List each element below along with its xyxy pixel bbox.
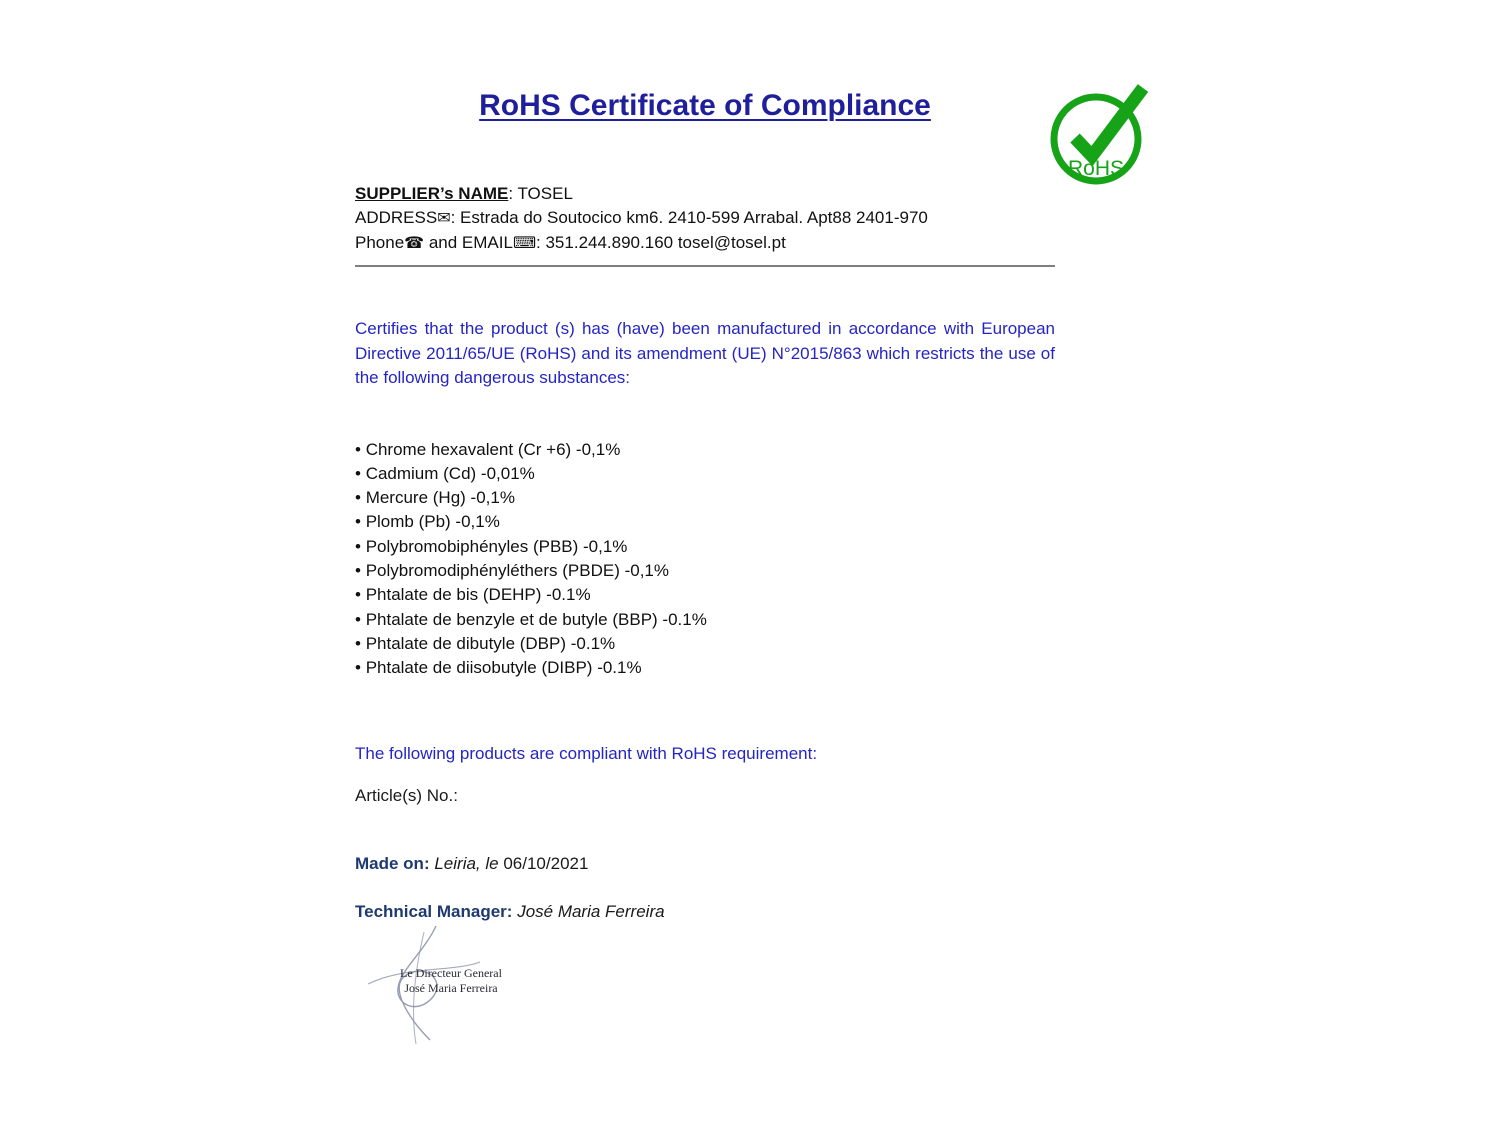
svg-text:RoHS: RoHS <box>1067 157 1125 180</box>
supplier-name-value: : TOSEL <box>508 184 573 203</box>
made-on-line <box>355 852 1055 876</box>
computer-icon: ⌨ <box>512 235 537 252</box>
email-label: and EMAIL <box>424 233 513 252</box>
signature-text <box>386 966 516 996</box>
signature-title: Le Directeur General <box>400 966 502 980</box>
divider-line <box>355 265 1055 267</box>
address-label: ADDRESS <box>355 208 438 227</box>
certification-statement: Certifies that the product (s) has (have) been manufactured in accordance with European Directive 2011/65/UE (RoHS) and its amendment (UE) N°2015/863 which restricts the use of the following dangerous substances: <box>355 319 1055 387</box>
technical-manager-line <box>355 900 1055 924</box>
document-content <box>355 88 1055 924</box>
substance-item: • Polybromodiphényléthers (PBDE) -0,1% <box>355 559 1055 583</box>
envelope-icon: ✉ <box>437 210 451 227</box>
substance-item: • Phtalate de dibutyle (DBP) -0.1% <box>355 632 1055 656</box>
made-on-label: Made on: <box>355 854 430 874</box>
phone-icon: ☎ <box>404 235 425 252</box>
compliance-line: The following products are compliant with RoHS requirement: <box>355 744 818 764</box>
page-title: RoHS Certificate of Compliance <box>479 89 931 122</box>
supplier-contact-line <box>355 231 1055 256</box>
supplier-name-line <box>355 182 1055 206</box>
rohs-check-icon <box>1050 80 1150 190</box>
substance-item: • Phtalate de benzyle et de butyle (BBP) -0.1% <box>355 608 1055 632</box>
signature-block <box>358 922 538 1052</box>
substances-list <box>355 438 1055 681</box>
technical-manager-label: Technical Manager: <box>355 902 513 922</box>
substance-item: • Polybromobiphényles (PBB) -0,1% <box>355 535 1055 559</box>
substance-item: • Chrome hexavalent (Cr +6) -0,1% <box>355 438 1055 462</box>
signature-name: José Maria Ferreira <box>404 981 498 995</box>
technical-manager-name: José Maria Ferreira <box>517 902 665 922</box>
address-value: : Estrada do Soutocico km6. 2410-599 Arrabal. Apt88 2401-970 <box>450 208 928 227</box>
contact-value: : 351.244.890.160 tosel@tosel.pt <box>536 233 786 252</box>
supplier-address-line <box>355 206 1055 231</box>
phone-label: Phone <box>355 233 405 252</box>
made-on-date: 06/10/2021 <box>503 854 589 874</box>
article-number-line: Article(s) No.: <box>355 786 458 806</box>
substance-item: • Plomb (Pb) -0,1% <box>355 510 1055 534</box>
supplier-block <box>355 182 1055 256</box>
substance-item: • Mercure (Hg) -0,1% <box>355 486 1055 510</box>
substance-item: • Cadmium (Cd) -0,01% <box>355 462 1055 486</box>
made-on-place: Leiria, le <box>434 854 499 874</box>
substance-item: • Phtalate de diisobutyle (DIBP) -0.1% <box>355 656 1055 680</box>
rohs-logo <box>1050 80 1150 190</box>
substance-item: • Phtalate de bis (DEHP) -0.1% <box>355 583 1055 607</box>
supplier-name-label: SUPPLIER’s NAME <box>355 184 509 203</box>
